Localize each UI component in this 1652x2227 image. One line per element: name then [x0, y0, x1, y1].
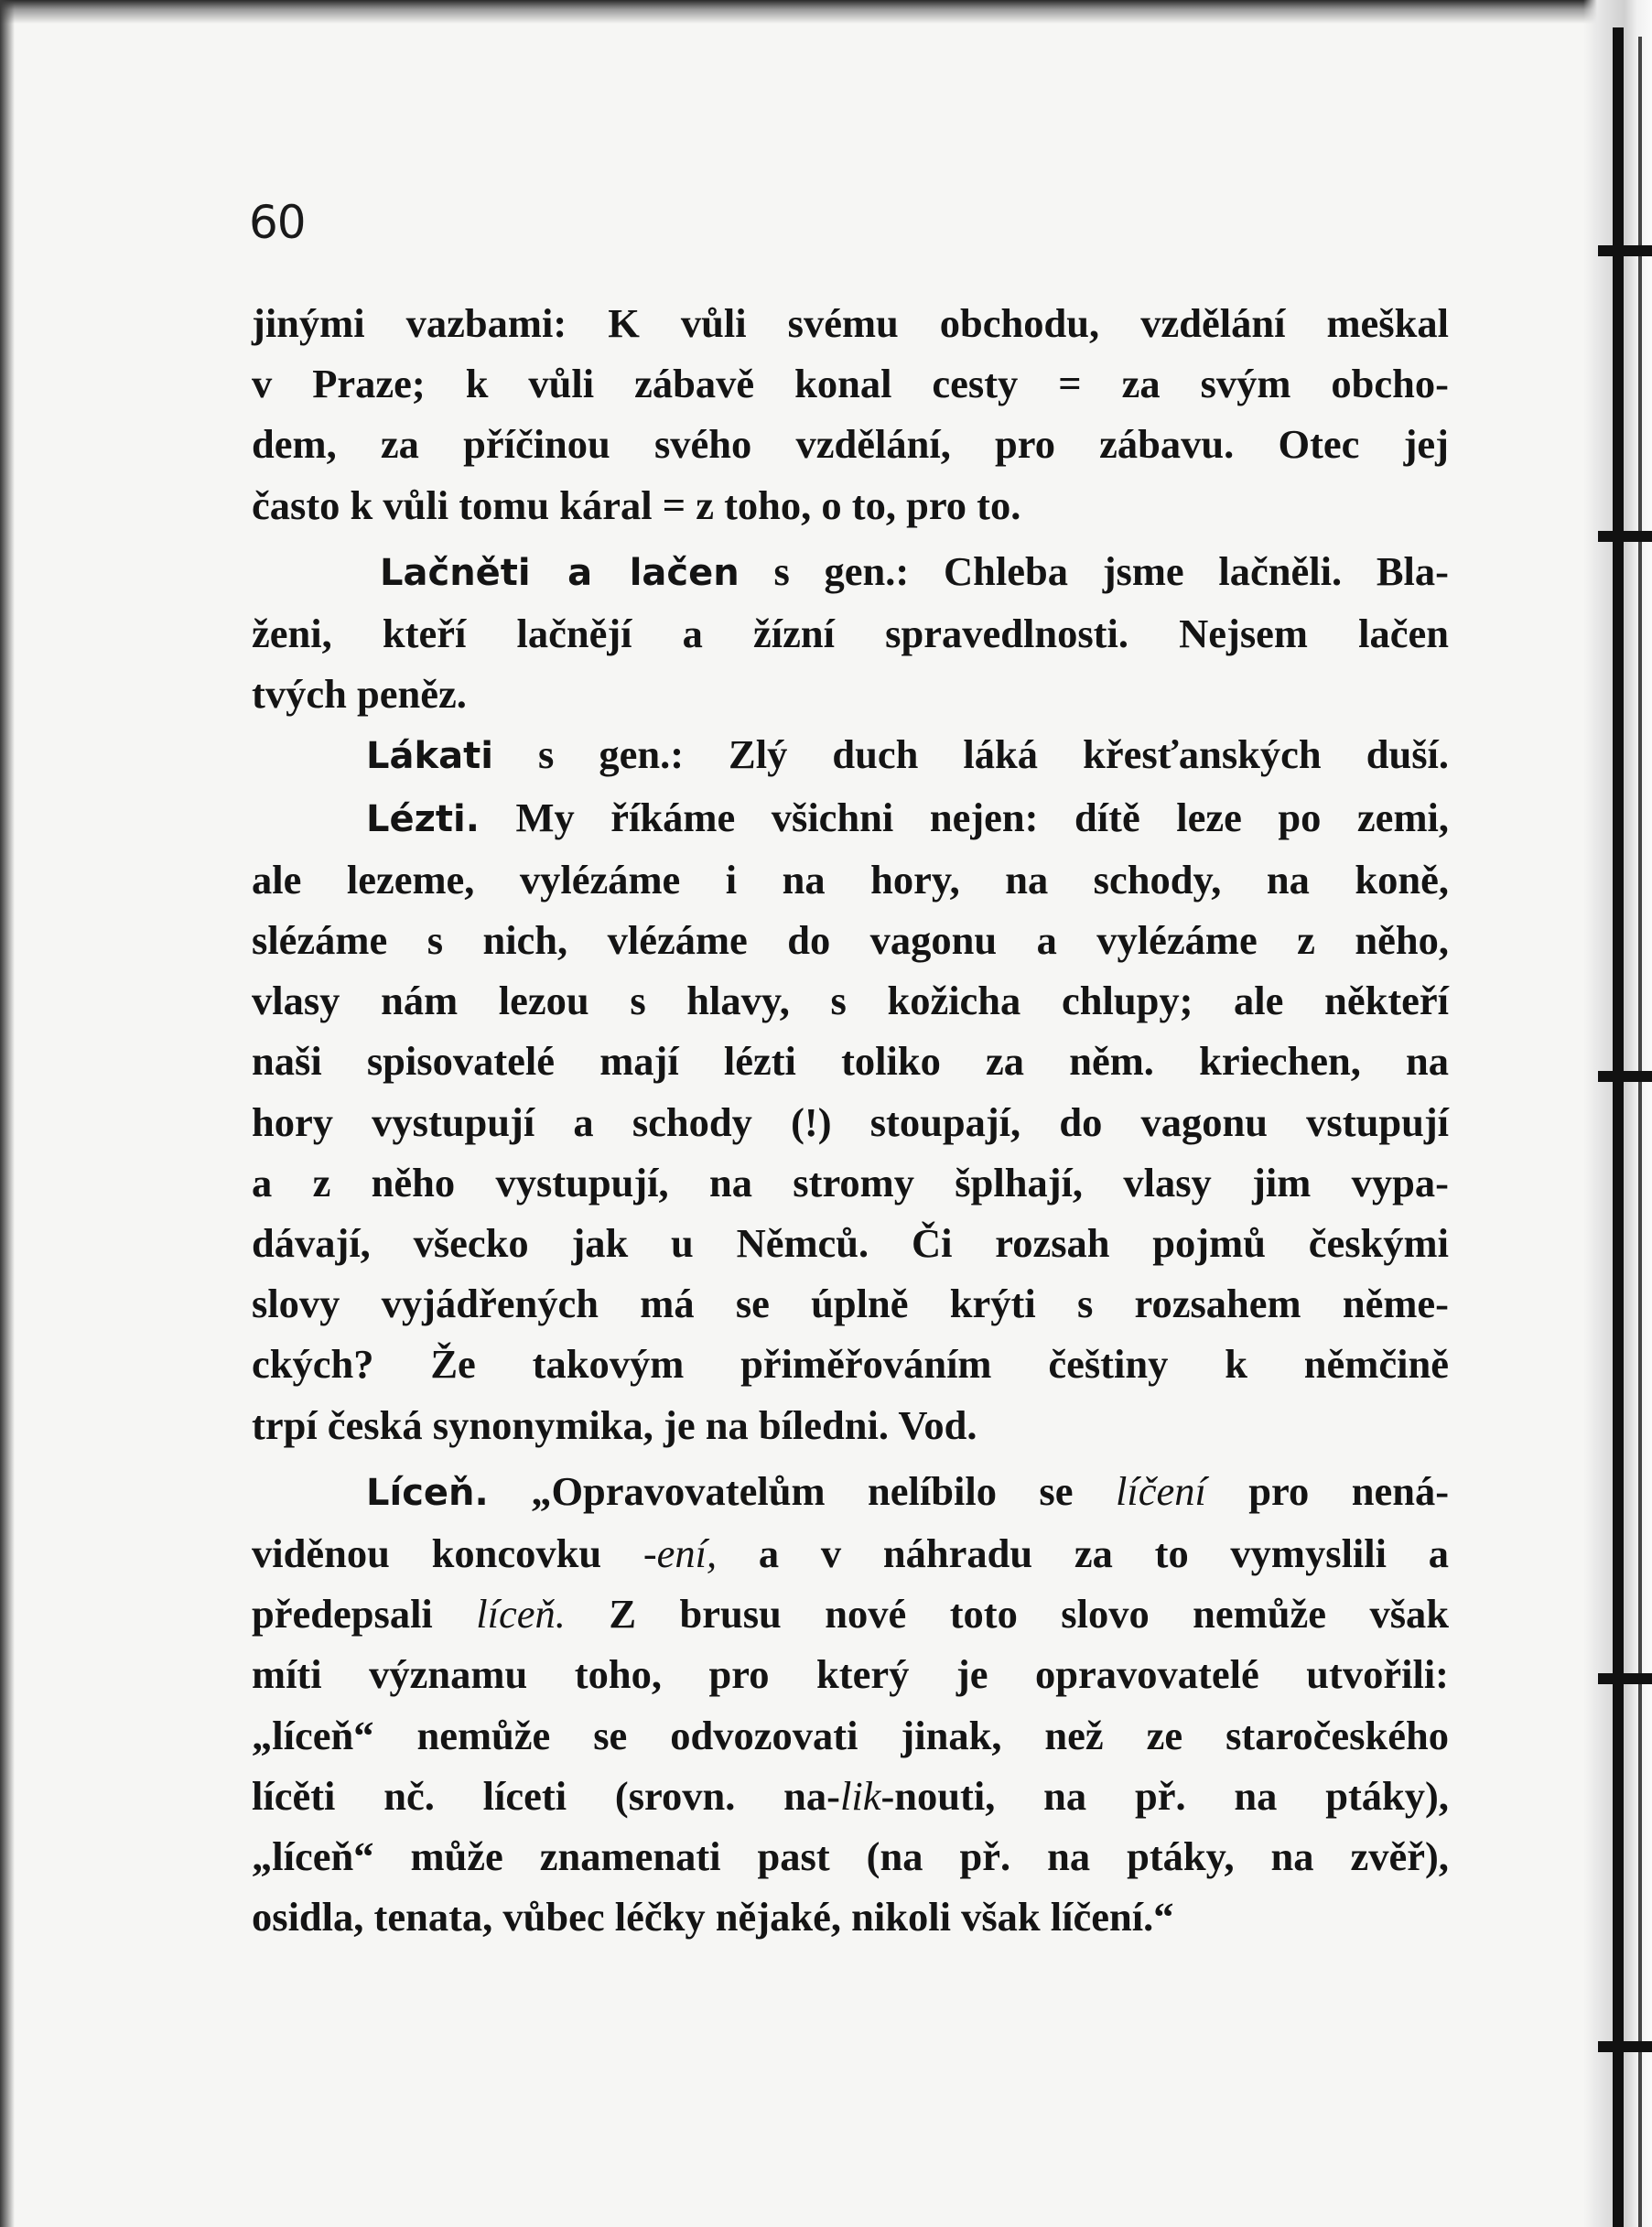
italic-word: líčení: [1115, 1467, 1206, 1514]
text-line: a z něho vystupují, na stromy šplhají, vlasy jim vypa-: [252, 1159, 1449, 1205]
spine-edge: [1638, 37, 1642, 2227]
entry-licen-line: [252, 1461, 1449, 1523]
spine-notch: [1598, 2041, 1652, 2052]
entry-text: Z brusu nové toto slovo nemůže však: [609, 1591, 1450, 1638]
spine-notch: [1598, 1673, 1652, 1684]
entry-text: My říkáme všichni nejen: dítě leze po zemi,: [515, 794, 1449, 840]
entry-lakati-line: [252, 724, 1449, 786]
page-number: 60: [249, 196, 306, 249]
text-line: dávají, všecko jak u Němců. Či rozsah pojmů českými: [252, 1220, 1449, 1267]
text-line: slézáme s nich, vlézáme do vagonu a vylézáme z něho,: [252, 917, 1449, 964]
page-top-shadow: [0, 0, 1652, 24]
entry-text: „Opravovatelům nelíbilo se: [531, 1467, 1074, 1514]
text-line: ckých? Že takovým přiměřováním češtiny k němčině: [252, 1341, 1449, 1388]
entry-text: s gen.: Zlý duch láká křesťanských duší.: [537, 731, 1449, 778]
text-line: trpí česká synonymika, je na bíledni. Vod.: [252, 1401, 977, 1448]
spine-rule: [1613, 27, 1624, 2227]
text-line: míti významu toho, pro který je opravovatelé utvořili:: [252, 1651, 1449, 1698]
body-text: [252, 293, 1449, 1947]
text-line: vlasy nám lezou s hlavy, s kožicha chlupy; ale někteří: [252, 978, 1449, 1024]
entry-headword: Lákati: [366, 735, 493, 778]
text-line: často k vůli tomu káral = z toho, o to, pro to.: [252, 481, 1021, 528]
entry-text: s gen.: Chleba jsme lačněli. Bla-: [773, 547, 1449, 594]
text-line: naši spisovatelé mají lézti toliko za něm. kriechen, na: [252, 1038, 1449, 1085]
spine-notch: [1598, 1071, 1652, 1082]
entry-text: lícěti nč. líceti (srovn. na-: [252, 1772, 840, 1819]
text-line: dem, za příčinou svého vzdělání, pro zábavu. Otec jej: [252, 421, 1449, 468]
entry-lezti-line: [252, 787, 1449, 849]
text-line: slovy vyjádřených má se úplně krýti s rozsahem něme-: [252, 1281, 1449, 1327]
entry-lacneti-line: [252, 541, 1449, 603]
entry-headword: Lézti.: [366, 797, 480, 840]
text-line: [252, 1584, 1449, 1644]
italic-word: líceň.: [476, 1591, 566, 1638]
text-line: tvých peněz.: [252, 671, 467, 718]
entry-headword: Lačněti a lačen: [380, 551, 740, 594]
text-line: v Praze; k vůli zábavě konal cesty = za svým obcho-: [252, 361, 1449, 407]
entry-text: předepsali: [252, 1591, 433, 1638]
text-line: ženi, kteří lačnějí a žízní spravedlnosti. Nejsem lačen: [252, 611, 1449, 657]
text-line: [252, 1766, 1449, 1826]
text-line: [252, 1523, 1449, 1584]
text-line: ale lezeme, vylézáme i na hory, na schody, na koně,: [252, 856, 1449, 903]
text-line: jinými vazbami: K vůli svému obchodu, vzdělání meškal: [252, 300, 1449, 346]
italic-word: lik: [839, 1772, 881, 1819]
text-line: „líceň“ nemůže se odvozovati jinak, než ze staročeského: [252, 1712, 1449, 1758]
entry-headword: Líceň.: [366, 1471, 489, 1514]
entry-text: a v náhradu za to vymyslili a: [758, 1530, 1450, 1577]
spine-notch: [1598, 245, 1652, 256]
spine-notch: [1598, 531, 1652, 542]
entry-text: -nouti, na př. na ptáky),: [880, 1772, 1449, 1819]
page-left-shadow: [0, 0, 15, 2227]
entry-text: pro nená-: [1248, 1467, 1450, 1514]
text-line: hory vystupují a schody (!) stoupají, do vagonu vstupují: [252, 1098, 1449, 1145]
entry-text: viděnou koncovku: [252, 1530, 602, 1577]
text-line: „líceň“ může znamenati past (na př. na ptáky, na zvěř),: [252, 1833, 1449, 1880]
text-line: osidla, tenata, vůbec léčky nějaké, nikoli však líčení.“: [252, 1894, 1174, 1941]
italic-word: -ení,: [642, 1530, 718, 1577]
